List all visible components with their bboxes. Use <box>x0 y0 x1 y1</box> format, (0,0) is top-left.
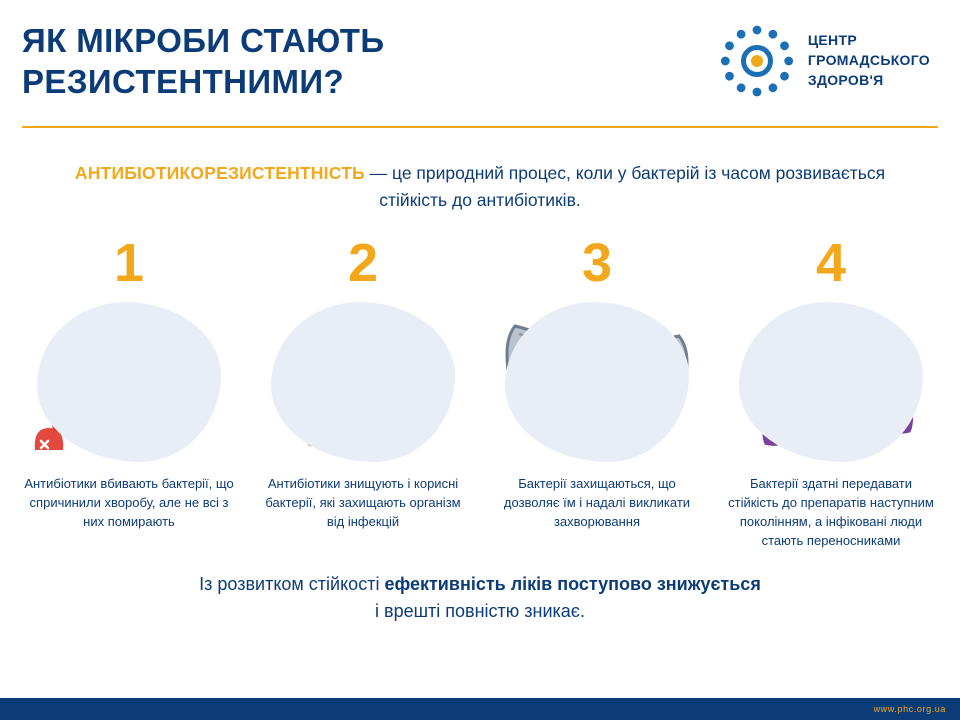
intro-rest-text: — це природний процес, коли у бактерій із часом розвивається стійкість до антибіотиків. <box>364 163 886 211</box>
step-2-number: 2 <box>347 233 379 294</box>
step-3 <box>484 233 710 550</box>
step-3-blob-background <box>505 302 689 462</box>
organization-name-line-3: ЗДОРОВ'Я <box>807 71 884 88</box>
outro-line-2: і врешті повністю зникає. <box>375 600 585 621</box>
phc-dot-circle-logo-icon <box>720 24 794 98</box>
red-germ-with-dead-germs-illustration <box>29 300 229 465</box>
step-2-blob-background <box>271 302 455 462</box>
step-1-caption: Антибіотики вбивають бактерії, що спричинили хворобу, але не всі з них помирають <box>24 476 234 529</box>
step-4-caption: Бактерії здатні передавати стійкість до препаратів наступним поколінням, а інфіковані люди стають переносниками <box>728 476 934 548</box>
organization-name-line-1: ЦЕНТР <box>807 32 857 49</box>
step-2-caption: Антибіотики знищують і корисні бактерії, які захищають організм від інфекцій <box>265 476 461 529</box>
purple-germ-family-illustration <box>731 300 931 465</box>
step-4-number: 4 <box>815 233 847 294</box>
outro-line-1-plain: Із розвитком стійкості <box>199 573 385 594</box>
green-germ-illustration <box>263 300 463 465</box>
footer-bar <box>0 698 960 720</box>
organization-logo <box>720 24 930 98</box>
step-1 <box>16 233 242 550</box>
page-title-line-2: РЕЗИСТЕНТНИМИ? <box>22 63 345 100</box>
step-1-number: 1 <box>113 233 145 294</box>
page-header <box>0 0 960 122</box>
organization-name-line-2: ГРОМАДСЬКОГО <box>807 52 930 69</box>
organization-name <box>808 31 930 91</box>
outro-line-1-bold: ефективність ліків поступово знижується <box>384 573 761 594</box>
outro-paragraph <box>0 571 960 625</box>
page-title <box>22 20 385 103</box>
teal-germ-with-shields-illustration <box>497 300 697 465</box>
step-3-caption: Бактерії захищаються, що дозволяє їм і надалі викликати захворювання <box>503 476 691 529</box>
step-3-number: 3 <box>581 233 613 294</box>
step-4-blob-background <box>739 302 923 462</box>
header-divider <box>22 126 938 128</box>
intro-paragraph <box>0 160 960 214</box>
step-2 <box>250 233 476 550</box>
page-title-line-1: ЯК МІКРОБИ СТАЮТЬ <box>22 21 385 59</box>
step-4 <box>718 233 944 550</box>
step-1-blob-background <box>37 302 221 462</box>
footer-website-url[interactable]: www.phc.org.ua <box>873 704 946 714</box>
intro-highlight-term: АНТИБІОТИКОРЕЗИСТЕНТНІСТЬ <box>74 163 365 183</box>
steps-row <box>0 233 960 550</box>
